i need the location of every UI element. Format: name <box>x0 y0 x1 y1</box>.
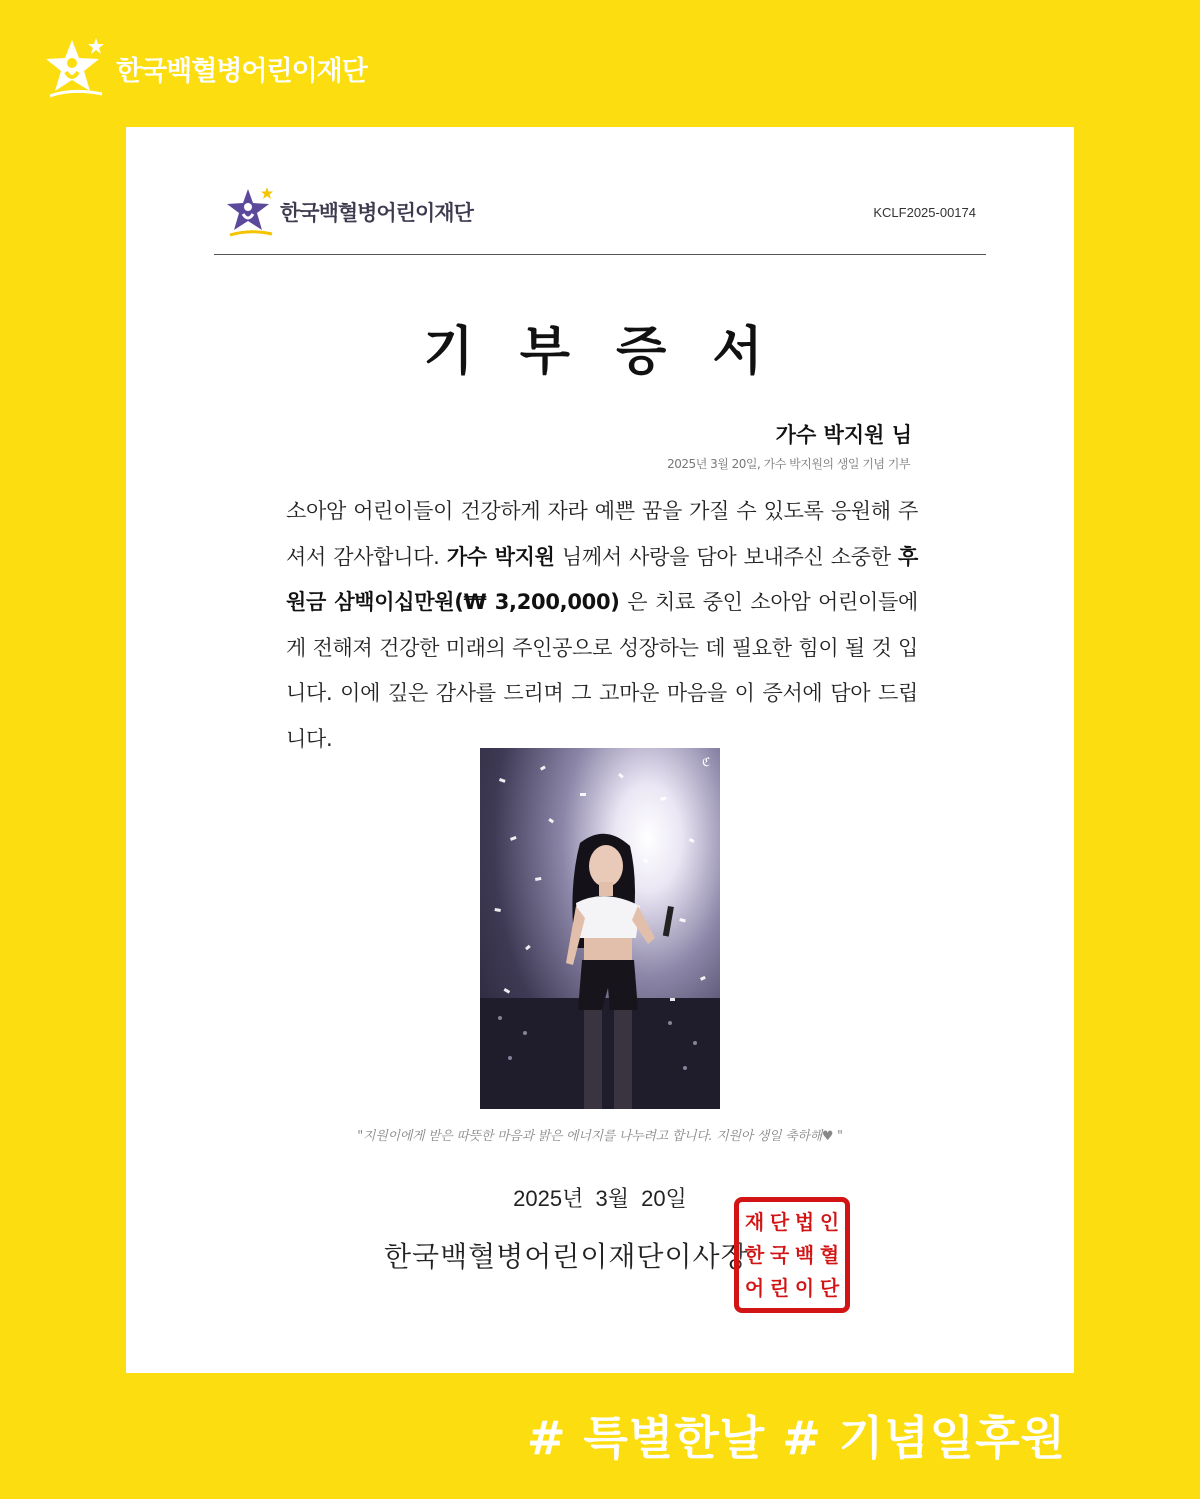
body-part-2: 님께서 사랑을 담아 보내주신 소중한 <box>554 544 898 569</box>
certificate-body <box>286 489 918 763</box>
foundation-star-logo-icon <box>44 36 110 100</box>
official-seal-stamp <box>734 1197 850 1313</box>
seal-char: 혈 <box>819 1242 840 1267</box>
hashtags: # 특별한날 # 기념일후원 <box>526 1411 1066 1465</box>
certificate-title: 기 부 증 서 <box>423 322 777 382</box>
body-part-3: 은 치료 중인 소아암 어린이들에게 전해져 건강한 미래의 주인공으로 성장하는 데 필요한 힘이 될 것 입니다. 이에 깊은 감사를 드리며 그 고마운 마음을 이 증서에 담아 드립니다. <box>286 590 919 751</box>
svg-text:ℭ: ℭ <box>702 755 711 769</box>
singer-photo <box>480 748 720 1109</box>
seal-char: 재 <box>744 1209 765 1234</box>
seal-char: 인 <box>819 1209 840 1234</box>
top-brand <box>44 36 367 100</box>
seal-char: 단 <box>769 1209 790 1234</box>
donor-name-bold: 가수 박지원 <box>446 544 555 569</box>
header-divider <box>214 254 986 255</box>
seal-char: 백 <box>794 1242 815 1267</box>
certificate-card <box>126 127 1074 1373</box>
certificate-header <box>226 185 986 239</box>
seal-char: 국 <box>769 1242 790 1267</box>
certificate-number: KCLF2025-00174 <box>873 204 976 220</box>
issuer-signature: 한국백혈병어린이재단이사장 <box>384 1240 749 1273</box>
concert-photo-illustration <box>480 748 720 1109</box>
seal-char: 어 <box>744 1276 765 1301</box>
issue-date: 2025년 3월 20일 <box>513 1186 687 1211</box>
donation-amount-bold: 후원금 삼백이십만원(₩ 3,200,000) <box>286 544 918 615</box>
recipient-name: 가수 박지원 님 <box>775 423 912 447</box>
donor-quote: "지원이에게 받은 따뜻한 마음과 밝은 에너지를 나누려고 합니다. 지원아 생일 축하해♥ " <box>357 1129 843 1144</box>
body-part-1: 소아암 어린이들이 건강하게 자라 예쁜 꿈을 가질 수 있도록 응원해 주셔서 감사합니다. <box>286 499 918 569</box>
seal-char: 법 <box>794 1209 815 1234</box>
certificate-logo <box>226 185 473 239</box>
donation-occasion: 2025년 3월 20일, 가수 박지원의 생일 기념 기부 <box>667 457 910 471</box>
certificate-logo-text: 한국백혈병어린이재단 <box>280 201 473 225</box>
seal-char: 이 <box>794 1276 815 1301</box>
seal-char: 린 <box>769 1276 790 1301</box>
seal-char: 단 <box>819 1276 840 1301</box>
seal-char: 한 <box>744 1242 765 1267</box>
foundation-star-logo-icon <box>226 185 276 239</box>
top-brand-name: 한국백혈병어린이재단 <box>116 55 367 87</box>
